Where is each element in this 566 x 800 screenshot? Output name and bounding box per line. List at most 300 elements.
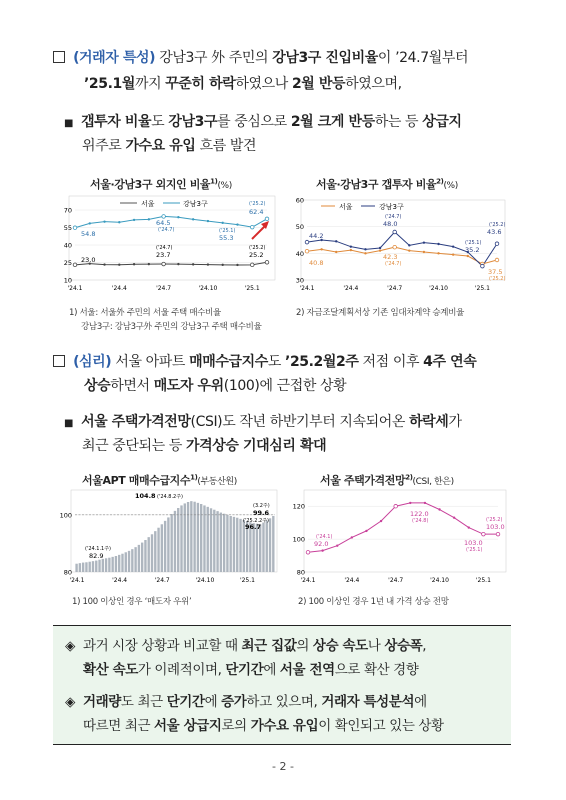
label-peak-sub: ('24.8) [412,518,429,524]
x-tick-label: '24.10 [429,285,448,292]
y-tick-label: 80 [63,568,72,577]
unit: (CSI, 한은) [412,477,454,487]
footnote-mark: 1) [190,473,198,482]
bar [190,501,192,572]
text: 하면서 [110,378,154,394]
chart3-svg [53,488,281,592]
text: (CSI)도 작년 하반기부터 지속되어온 [190,414,410,430]
bar [141,543,143,572]
label-start-sub: ('24.1) [316,534,333,540]
summary-line3 [65,690,427,714]
chart1-note [69,306,262,334]
text: 도 [151,114,169,130]
chart3-title [82,472,237,488]
label-gs-min-sub: ('25.1) [465,240,482,246]
bar [92,561,94,572]
bar [138,545,140,572]
bar [75,564,77,572]
text: 도 [267,354,286,370]
bar [151,534,153,572]
data-point [133,263,135,265]
diamond-bullet-icon: ◈ [65,638,75,654]
text: (100)에 근접한 상황 [223,378,347,394]
x-tick-label: '24.4 [344,577,360,584]
label-se-mid-sub: ('24.7) [385,261,402,267]
bar [210,508,212,572]
bar [98,560,100,572]
summary-line4 [83,714,444,738]
data-point [482,532,486,536]
x-tick-label: '24.7 [388,577,404,584]
data-point [409,245,411,247]
label-peak: 104.8 [135,492,156,500]
data-point [394,504,398,508]
x-tick-label: '24.7 [156,285,172,292]
text-bold: 가격상승 기대심리 확대 [186,438,327,454]
data-point [379,247,381,249]
chart4-title [320,472,454,488]
text: 가 [448,414,462,430]
bar [121,554,123,572]
tag-sentiment: (심리) [73,354,112,370]
unit: (부동산원) [197,477,237,487]
text: 강남3구 外 주민의 [155,50,273,66]
y-tick-label: 30 [295,276,304,285]
checkbox-square-icon [53,51,65,63]
text-bold: 가수요 유입 [250,718,319,734]
unit: (%) [217,181,232,191]
data-point [265,260,269,264]
y-tick-label: 120 [292,502,305,511]
label-gs-min: 55.3 [219,234,234,242]
text: 하였으며, [345,76,402,92]
label-gs-peak-sub: ('24.7) [385,214,402,220]
label-gs-end-sub: ('25.2) [489,222,506,228]
label-last-sub: (3.2주) [253,503,270,509]
data-point [439,509,441,511]
label-se-end: 37.5 [488,268,503,276]
bar [111,557,113,572]
text: 나 [367,638,385,654]
data-point [178,263,180,265]
bar [269,518,271,572]
text-bold: 서울 주택가격전망 [81,414,191,430]
bar [207,507,209,572]
note-line: 1) 서울: 서울外 주민의 서울 주택 매수비율 [69,308,221,318]
data-point [133,219,135,221]
y-tick-label: 70 [63,206,72,215]
text-bold: 4주 연속 [423,354,477,370]
data-point [335,241,337,243]
text-bold: 매도자 우위 [153,378,224,394]
label-start-sub: ('24.1.1주) [85,546,112,552]
text: 이 ’24.7월부터 [377,50,469,66]
data-point [495,258,499,262]
text: 도 최근 [120,694,167,710]
bar [200,504,202,572]
chart-title-text: 서울·강남3구 외지인 비율 [90,178,211,191]
text-bold: 증가 [221,694,247,710]
bar [233,517,235,572]
data-point [335,251,337,253]
text-bold: 2월 반등 [291,76,346,92]
bullet-icon: ■ [64,418,74,429]
text: 저점 이후 [358,354,424,370]
data-point [423,242,425,244]
text-bold: 강남3구 [168,114,218,130]
bar [177,508,179,572]
legend-label-seoul: 서울 [141,200,155,208]
y-tick-label: 50 [295,223,304,232]
text-bold: ’25.1월 [84,76,135,92]
data-point [321,249,323,251]
data-point [467,255,469,257]
data-point [162,262,166,266]
sec1-bullet-line2 [82,134,256,158]
data-point [468,527,470,529]
bar [223,514,225,572]
sec2-line2 [84,374,346,398]
chart1-title [90,176,232,192]
sec1-line2 [84,72,402,96]
data-point [351,537,353,539]
label-gs-end: 62.4 [249,208,264,216]
footnote-mark: 2) [405,473,413,482]
data-point [148,219,150,221]
chart4-note: 2) 100 이상인 경우 1년 내 가격 상승 전망 [298,597,449,607]
note-line: 강남3구: 강남3구外 주민의 강남3구 주택 매수비율 [81,322,262,332]
text-bold: 거래자 특성분석 [321,694,415,710]
data-point [73,263,77,267]
text-bold: 단기간 [225,662,264,678]
label-end-sub: ('25.2) [486,517,503,523]
label-end: 103.0 [486,523,505,531]
data-point [453,517,455,519]
data-point [393,230,397,234]
data-point [104,264,106,266]
footnote-mark: 2) [436,177,444,186]
text-bold: 갭투자 비율 [81,114,152,130]
sec2-line1 [53,350,476,374]
page-number: - 2 - [272,760,294,773]
text-bold: 상급지 [422,114,462,130]
chart1-frame [69,196,275,280]
data-point [237,264,239,266]
data-point [452,254,454,256]
text-bold: ’25.2월2주 [285,354,359,370]
label-peak-sub: ('24.8.2주) [157,494,184,500]
x-tick-label: '24.1 [67,285,83,292]
bar [197,503,199,572]
y-tick-label: 100 [59,511,72,520]
text: 에 [414,694,427,710]
text-bold: 강남3구 진입비율 [272,50,378,66]
data-point [336,545,338,547]
label-start: 82.9 [89,552,104,560]
bar [89,562,91,572]
text: 하였으나 [235,76,292,92]
data-point [366,530,368,532]
y-tick-label: 40 [63,241,72,250]
data-point [409,250,411,252]
sec1-bullet-line1 [64,110,462,136]
text-bold: 상승 속도 [312,638,368,654]
x-tick-label: '24.10 [430,577,449,584]
label-se-start: 40.8 [309,259,324,267]
label-peak: 122.0 [410,510,429,518]
data-point [265,217,269,221]
x-tick-label: '25.1 [474,285,490,292]
text-bold: 가수요 유입 [125,138,196,154]
text-bold: 서울 전역 [279,662,335,678]
label-low-sub: ('25.1) [466,547,483,553]
data-point [365,249,367,251]
bar [118,555,120,572]
text-bold: 단기간 [166,694,205,710]
diamond-bullet-icon: ◈ [65,694,75,710]
sec1-line1 [53,46,468,70]
y-tick-label: 40 [295,249,304,258]
bar [128,551,130,572]
sec2-bullet-line1 [64,410,462,436]
label-se-mid: 23.7 [156,251,171,259]
data-point [119,264,121,266]
data-point [496,532,500,536]
bar [170,514,172,572]
chart2-note: 2) 자금조달계획서상 기존 임대차계약 승계비율 [296,308,465,318]
bar [95,561,97,572]
label-gs-start: 54.8 [81,230,96,238]
chart4-svg [286,488,510,592]
bar [108,558,110,572]
data-point [162,215,166,219]
bar [102,559,104,572]
text-bold: 매매수급지수 [189,354,268,370]
text: 이 확인되고 있는 상황 [318,718,444,734]
label-low: 96.7 [245,523,262,531]
data-point [104,221,106,223]
label-gs-start: 44.2 [309,232,324,240]
x-tick-label: '24.7 [387,285,403,292]
data-point [250,225,254,229]
text-bold: 거래량 [82,694,121,710]
text-bold: 2월 크게 반등 [290,114,375,130]
data-point [178,216,180,218]
data-point [438,253,440,255]
label-gs-min-sub: ('25.1) [219,228,236,234]
data-point [393,245,397,249]
bar [184,503,186,572]
text: , [422,638,427,654]
data-point [237,224,239,226]
text: 에 [263,662,280,678]
bar [180,505,182,572]
bar [203,505,205,572]
bar [213,510,215,572]
text: 최근 중단되는 등 [82,438,187,454]
chart2-title [316,176,458,192]
bar [131,549,133,572]
y-tick-label: 25 [63,259,72,267]
text: 위주로 [82,138,126,154]
text: 하고 있으며, [246,694,322,710]
bar [187,502,189,572]
chart3-note: 1) 100 이상인 경우 ‘매도자 우위’ [72,597,192,607]
bar [262,523,264,572]
text-bold: 하락세 [409,414,449,430]
bar [236,518,238,572]
data-point [380,520,382,522]
x-tick-label: '24.7 [154,577,170,584]
bar [154,531,156,572]
x-tick-label: '25.1 [475,577,491,584]
data-point [452,246,454,248]
sec2-bullet-line2 [82,434,326,458]
data-point [481,264,485,268]
text: 으로 확산 경향 [334,662,419,678]
unit: (%) [443,181,458,191]
label-last: 99.6 [253,509,270,517]
chart1-svg [55,194,280,300]
x-tick-label: '25.1 [239,577,255,584]
data-point [305,240,309,244]
x-tick-label: '25.1 [244,285,260,292]
data-point [350,249,352,251]
bar [239,519,241,572]
text: 따르면 최근 [83,718,154,734]
label-gs-mid: 64.5 [156,219,171,227]
bar [216,511,218,572]
text: 하는 등 [374,114,423,130]
bar [82,563,84,572]
bar [157,528,159,572]
bar [229,516,231,572]
legend-label-gangnam: 강남3구 [183,200,208,208]
bar [167,517,169,572]
x-tick-label: '24.4 [343,285,359,292]
x-tick-label: '24.1 [69,577,85,584]
chart-title-text: 서울·강남3구 갭투자 비율 [316,178,437,191]
label-low-sub: ('25.2.2주) [243,518,270,524]
bar [134,547,136,572]
data-point [438,243,440,245]
text: 가 이례적이며, [137,662,226,678]
data-point [365,253,367,255]
tag-trader: (거래자 특성) [73,50,156,66]
bar [115,556,117,572]
data-point [192,219,194,221]
x-tick-label: '24.10 [195,577,215,584]
data-point [424,502,426,504]
data-point [350,246,352,248]
x-tick-label: '24.1 [300,577,316,584]
bar [272,516,274,572]
label-gs-peak: 48.0 [383,220,398,228]
bar [144,540,146,572]
x-tick-label: '24.4 [112,577,128,584]
label-gs-mid-sub: ('24.7) [158,227,175,233]
x-tick-label: '24.1 [299,285,315,292]
data-point [250,263,254,267]
label-se-mid-sub: ('24.7) [156,245,173,251]
label-start: 92.0 [314,540,329,548]
summary-line1 [65,634,426,658]
label-se-end-sub: ('25.2) [249,245,266,251]
chart-title-text: 서울 주택가격전망 [320,474,406,487]
label-gs-end: 43.6 [487,228,502,236]
summary-line2 [83,658,418,682]
label-se-start: 23.0 [81,256,96,264]
label-se-end: 25.2 [249,251,264,259]
text: 까지 [134,76,166,92]
text: 서울 아파트 [111,354,190,370]
x-tick-label: '24.10 [198,285,218,292]
data-point [379,250,381,252]
text-bold: 최근 집값 [241,638,297,654]
data-point [322,550,324,552]
label-low: 103.0 [464,539,483,547]
text: 흐름 발견 [195,138,257,154]
bar [266,521,268,572]
bar [220,513,222,572]
data-point [495,242,499,246]
bar [164,521,166,572]
bar [85,562,87,572]
data-point [423,251,425,253]
label-gs-end-sub: ('25.2) [249,201,266,207]
text-bold: 확산 속도 [83,662,138,678]
text: 과거 시장 상황과 비교할 때 [82,638,242,654]
data-point [207,220,209,222]
text: 의 [296,638,313,654]
chart-title-text: 서울APT 매매수급지수 [82,474,191,487]
bar [174,511,176,572]
text-bold: 상승 [84,378,111,394]
text-bold: 상승폭 [384,638,423,654]
data-point [207,264,209,266]
text: 로의 [221,718,251,734]
footnote-mark: 1) [210,177,218,186]
y-tick-label: 80 [296,568,305,577]
data-point [73,226,77,230]
bar [79,563,81,572]
text: 에 [204,694,222,710]
legend-label-seoul: 서울 [339,203,353,211]
summary-box [53,625,511,745]
data-point [222,222,224,224]
bar [161,524,163,572]
bullet-icon: ■ [64,118,74,129]
data-point [222,264,224,266]
x-tick-label: '24.4 [111,285,127,292]
text-bold: 서울 상급지 [154,718,222,734]
label-gs-min: 35.2 [465,246,480,254]
y-tick-label: 10 [63,276,72,285]
bar [193,502,195,572]
text-bold: 꾸준히 하락 [165,76,236,92]
data-point [148,263,150,265]
checkbox-square-icon [53,355,65,367]
y-tick-label: 60 [295,196,304,205]
data-point [306,550,310,554]
y-tick-label: 55 [63,224,72,232]
text: 를 중심으로 [217,114,291,130]
data-point [89,223,91,225]
label-se-end-sub: ('25.2) [489,276,506,282]
data-point [119,221,121,223]
data-point [305,249,309,253]
label-se-mid: 42.3 [383,253,398,261]
